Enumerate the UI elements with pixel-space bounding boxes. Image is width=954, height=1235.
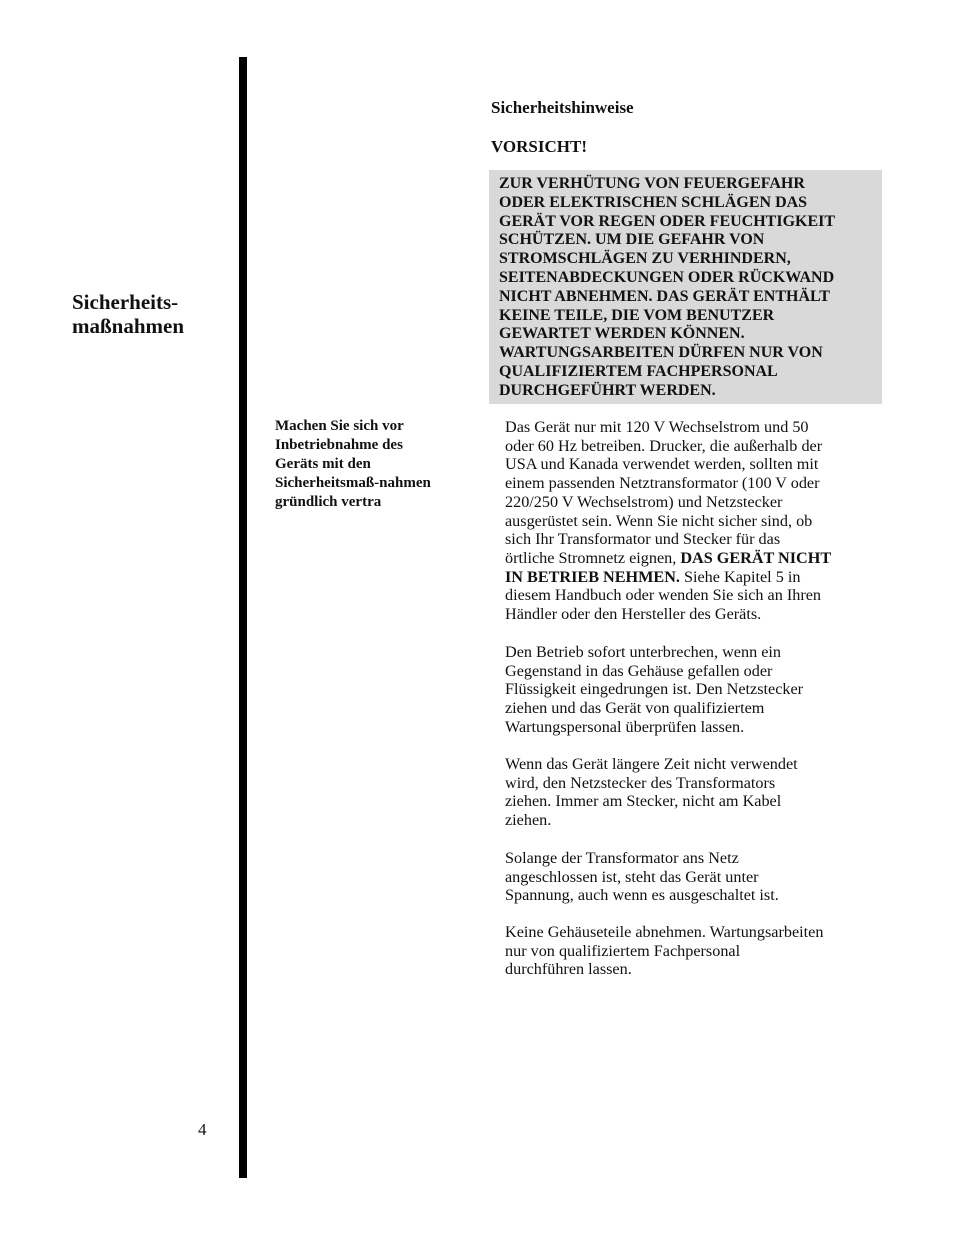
section-title-line: Sicherheits- xyxy=(72,290,179,314)
warning-line: ZUR VERHÜTUNG VON FEUERGEFAHR xyxy=(499,175,805,192)
paragraph-line: Das Gerät nur mit 120 V Wechselstrom und 50 xyxy=(505,418,809,436)
warning-line: QUALIFIZIERTEM FACHPERSONAL xyxy=(499,362,778,380)
side-note-line: Inbetriebnahme des xyxy=(275,437,403,453)
paragraph-line: nur von qualifiziertem Fachpersonal xyxy=(505,941,741,960)
paragraph-line: ausgerüstet sein. Wenn Sie nicht sicher sind, ob xyxy=(505,511,813,530)
paragraph-foreign-object xyxy=(505,643,885,737)
side-note-line: gründlich vertra xyxy=(275,494,382,510)
warning-line: DURCHGEFÜHRT WERDEN. xyxy=(499,381,716,399)
warning-line: GEWARTET WERDEN KÖNNEN. xyxy=(499,325,745,343)
paragraph-housing xyxy=(505,923,885,979)
paragraph-line: ziehen. Immer am Stecker, nicht am Kabel xyxy=(505,792,782,811)
paragraph-line: Solange der Transformator ans Netz xyxy=(505,849,739,867)
vertical-divider-bar xyxy=(239,57,247,1178)
paragraph-line: einem passenden Netztransformator (100 V oder xyxy=(505,474,820,493)
paragraph-line: 220/250 V Wechselstrom) und Netzstecker xyxy=(505,492,783,511)
side-note-line: Sicherheitsmaß-nahmen xyxy=(275,475,431,491)
paragraph-line: angeschlossen ist, steht das Gerät unter xyxy=(505,867,759,886)
warning-line: NICHT ABNEHMEN. DAS GERÄT ENTHÄLT xyxy=(499,287,830,305)
paragraph-line: Flüssigkeit eingedrungen ist. Den Netzstecker xyxy=(505,680,804,699)
paragraph-text: Siehe Kapitel 5 in xyxy=(679,567,801,586)
paragraph-line xyxy=(505,568,885,587)
section-title xyxy=(72,290,232,338)
bold-warning-text: IN BETRIEB NEHMEN. xyxy=(505,567,680,586)
side-note-line: Machen Sie sich vor xyxy=(275,418,404,434)
warning-line: GERÄT VOR REGEN ODER FEUCHTIGKEIT xyxy=(499,212,836,230)
paragraph-line: Wenn das Gerät längere Zeit nicht verwendet xyxy=(505,755,798,773)
side-note-line: Geräts mit den xyxy=(275,456,371,472)
paragraph-line: Gegenstand in das Gehäuse gefallen oder xyxy=(505,661,773,680)
paragraph-line: wird, den Netzstecker des Transformators xyxy=(505,773,776,792)
paragraph-text: örtliche Stromnetz eignen, xyxy=(505,548,681,567)
paragraph-line: Den Betrieb sofort unterbrechen, wenn ein xyxy=(505,643,781,661)
paragraph-line: Wartungspersonal überprüfen lassen. xyxy=(505,717,745,736)
bold-warning-text: DAS GERÄT NICHT xyxy=(680,548,832,567)
paragraph-line: durchführen lassen. xyxy=(505,960,632,979)
paragraph-line: ziehen. xyxy=(505,811,552,830)
warning-line: ODER ELEKTRISCHEN SCHLÄGEN DAS xyxy=(499,193,808,211)
paragraph-line: Spannung, auch wenn es ausgeschaltet ist. xyxy=(505,886,779,905)
side-note xyxy=(275,417,475,512)
paragraph-voltage xyxy=(505,849,885,905)
paragraph-line xyxy=(505,549,885,568)
paragraph-unplug xyxy=(505,755,885,830)
warning-line: SEITENABDECKUNGEN ODER RÜCKWAND xyxy=(499,268,835,286)
warning-box xyxy=(489,170,882,404)
paragraph-line: Keine Gehäuseteile abnehmen. Wartungsarbeiten xyxy=(505,923,824,941)
paragraph-line: sich Ihr Transformator und Stecker für das xyxy=(505,530,781,549)
paragraph-line: oder 60 Hz betreiben. Drucker, die außerhalb der xyxy=(505,436,823,455)
page-number: 4 xyxy=(198,1120,207,1139)
caution-heading: VORSICHT! xyxy=(491,137,588,156)
safety-heading: Sicherheitshinweise xyxy=(491,98,634,117)
section-title-line: maßnahmen xyxy=(72,314,185,338)
paragraph-line: Händler oder den Hersteller des Geräts. xyxy=(505,605,762,624)
paragraph-line: USA und Kanada verwendet werden, sollten mit xyxy=(505,455,819,474)
warning-line: STROMSCHLÄGEN ZU VERHINDERN, xyxy=(499,250,791,268)
warning-line: KEINE TEILE, DIE VOM BENUTZER xyxy=(499,306,775,324)
paragraph-line: diesem Handbuch oder wenden Sie sich an Ihren xyxy=(505,586,822,605)
paragraph-power-supply xyxy=(505,418,885,624)
warning-line: WARTUNGSARBEITEN DÜRFEN NUR VON xyxy=(499,344,823,362)
paragraph-line: ziehen und das Gerät von qualifiziertem xyxy=(505,699,765,718)
warning-line: SCHÜTZEN. UM DIE GEFAHR VON xyxy=(499,231,765,249)
